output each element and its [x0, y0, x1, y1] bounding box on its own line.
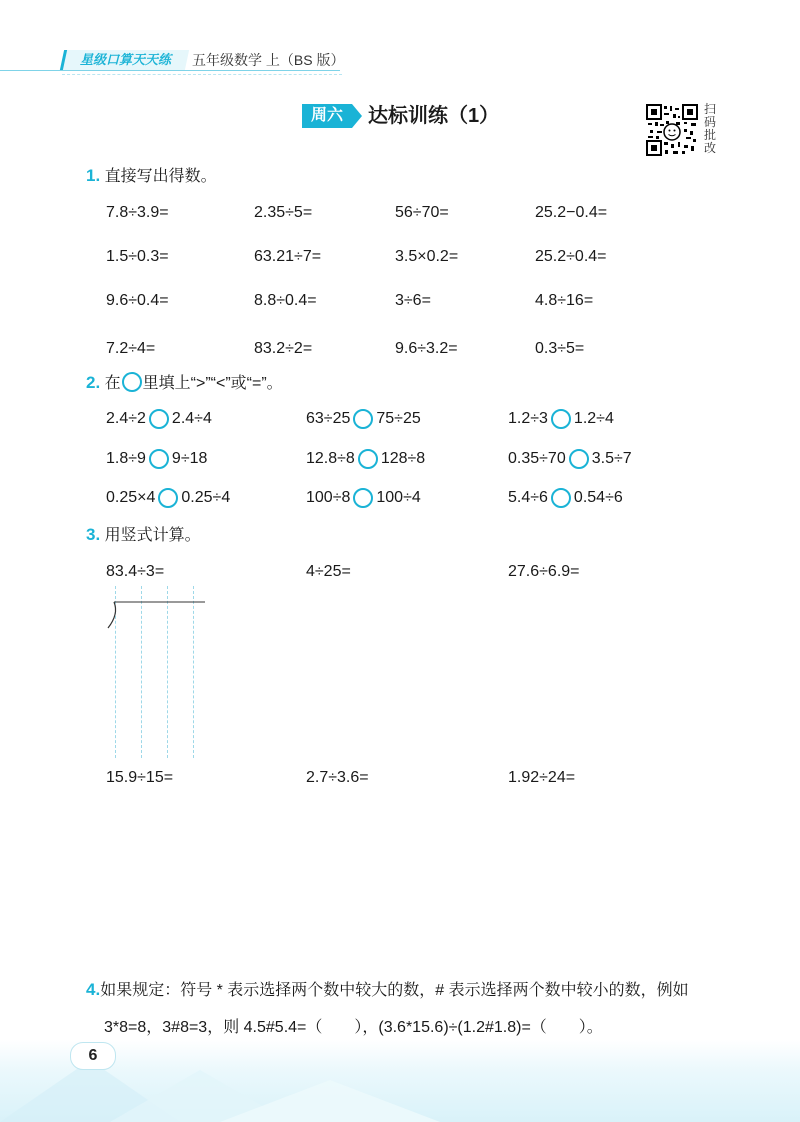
right-expression: 75÷25 [376, 410, 421, 427]
answer-circle[interactable] [353, 488, 373, 508]
section-number: 2. [86, 373, 101, 392]
section-instruction: 直接写出得数。 [104, 168, 217, 185]
answer-circle[interactable] [551, 488, 571, 508]
problem: 7.8÷3.9= [106, 204, 169, 221]
comparison-item [106, 448, 207, 470]
problem: 4.8÷16= [535, 292, 594, 309]
qr-label-char: 码 [704, 115, 717, 129]
problem: 9.6÷0.4= [106, 292, 169, 309]
section-3-heading [86, 524, 201, 547]
vertical-problem: 1.92÷24= [508, 769, 576, 786]
right-expression: 1.2÷4 [573, 410, 614, 427]
qr-code-icon[interactable] [646, 104, 698, 156]
problem: 7.2÷4= [106, 340, 156, 357]
comparison-item [106, 408, 212, 430]
comparison-item [306, 448, 425, 470]
comparison-item [508, 487, 623, 509]
rule-definition: 如果规定：符号 * 表示选择两个数中较大的数，# 表示选择两个数中较小的数，例如 [100, 982, 689, 999]
left-expression: 63÷25 [306, 410, 351, 427]
comparison-item [306, 408, 421, 430]
problem: 9.6÷3.2= [395, 340, 458, 357]
problem: 25.2÷0.4= [535, 248, 607, 265]
vertical-problem: 2.7÷3.6= [306, 769, 369, 786]
comparison-item [508, 448, 632, 470]
answer-circle[interactable] [551, 409, 571, 429]
section-number: 3. [86, 525, 101, 544]
series-name: 星级口算天天练 [80, 52, 172, 67]
problem: 3.5×0.2= [395, 248, 459, 265]
section-2-heading [86, 372, 283, 395]
comparison-item [106, 487, 230, 509]
header-rule [0, 70, 340, 71]
comparison-item [508, 408, 614, 430]
day-badge-arrow [352, 104, 362, 128]
right-expression: 2.4÷4 [171, 410, 212, 427]
section-4-line-1 [86, 979, 766, 1002]
problem: 3÷6= [395, 292, 431, 309]
right-expression: 0.25÷4 [181, 489, 231, 506]
right-expression: 3.5÷7 [591, 450, 632, 467]
section-1-heading [86, 165, 217, 188]
page-title: 达标训练（1） [368, 105, 500, 127]
left-expression: 0.25×4 [106, 489, 156, 506]
day-badge: 周六 [302, 104, 352, 128]
right-expression: 9÷18 [171, 450, 208, 467]
problem: 8.8÷0.4= [254, 292, 317, 309]
section-number: 4. [86, 980, 101, 999]
vertical-problem: 15.9÷15= [106, 769, 174, 786]
right-expression: 0.54÷6 [573, 489, 623, 506]
page-number: 6 [70, 1042, 116, 1070]
scan-to-grade-label [704, 103, 718, 155]
problem: 2.35÷5= [254, 204, 313, 221]
section-number: 1. [86, 166, 101, 185]
left-expression: 1.8÷9 [106, 450, 146, 467]
answer-circle-icon [122, 372, 142, 392]
qr-label-char: 改 [704, 141, 717, 155]
left-expression: 12.8÷8 [306, 450, 355, 467]
answer-circle[interactable] [358, 449, 378, 469]
footer-background [0, 1040, 800, 1122]
vertical-problem: 83.4÷3= [106, 563, 165, 580]
answer-circle[interactable] [353, 409, 373, 429]
right-expression: 100÷4 [376, 489, 421, 506]
problem: 56÷70= [395, 204, 449, 221]
left-expression: 1.2÷3 [508, 410, 548, 427]
answer-circle[interactable] [149, 409, 169, 429]
left-expression: 2.4÷2 [106, 410, 146, 427]
section-instruction: 用竖式计算。 [104, 527, 201, 544]
book-subtitle: 五年级数学 上（BS 版） [192, 52, 345, 68]
long-division-bracket-icon [104, 598, 206, 637]
header-dashed-rule [62, 74, 342, 75]
problem: 83.2÷2= [254, 340, 313, 357]
qr-label-char: 扫 [704, 102, 717, 116]
vertical-problem: 4÷25= [306, 563, 351, 580]
series-tag [60, 50, 189, 70]
qr-label-char: 批 [704, 128, 717, 142]
left-expression: 100÷8 [306, 489, 351, 506]
left-expression: 0.35÷70 [508, 450, 566, 467]
right-expression: 128÷8 [380, 450, 426, 467]
problem: 1.5÷0.3= [106, 248, 169, 265]
answer-circle[interactable] [569, 449, 589, 469]
vertical-problem: 27.6÷6.9= [508, 563, 580, 580]
problem: 63.21÷7= [254, 248, 322, 265]
answer-circle[interactable] [149, 449, 169, 469]
comparison-item [306, 487, 421, 509]
left-expression: 5.4÷6 [508, 489, 548, 506]
section-instruction-pre: 在 [104, 375, 121, 392]
answer-circle[interactable] [158, 488, 178, 508]
problem: 0.3÷5= [535, 340, 585, 357]
section-instruction-post: 里填上“>”“<”或“=”。 [142, 375, 283, 392]
problem: 25.2−0.4= [535, 204, 608, 221]
section-4-line-2: 3*8=8，3#8=3，则 4.5#5.4=（ ），(3.6*15.6)÷(1.2#1.8)=（ ）。 [104, 1019, 603, 1036]
